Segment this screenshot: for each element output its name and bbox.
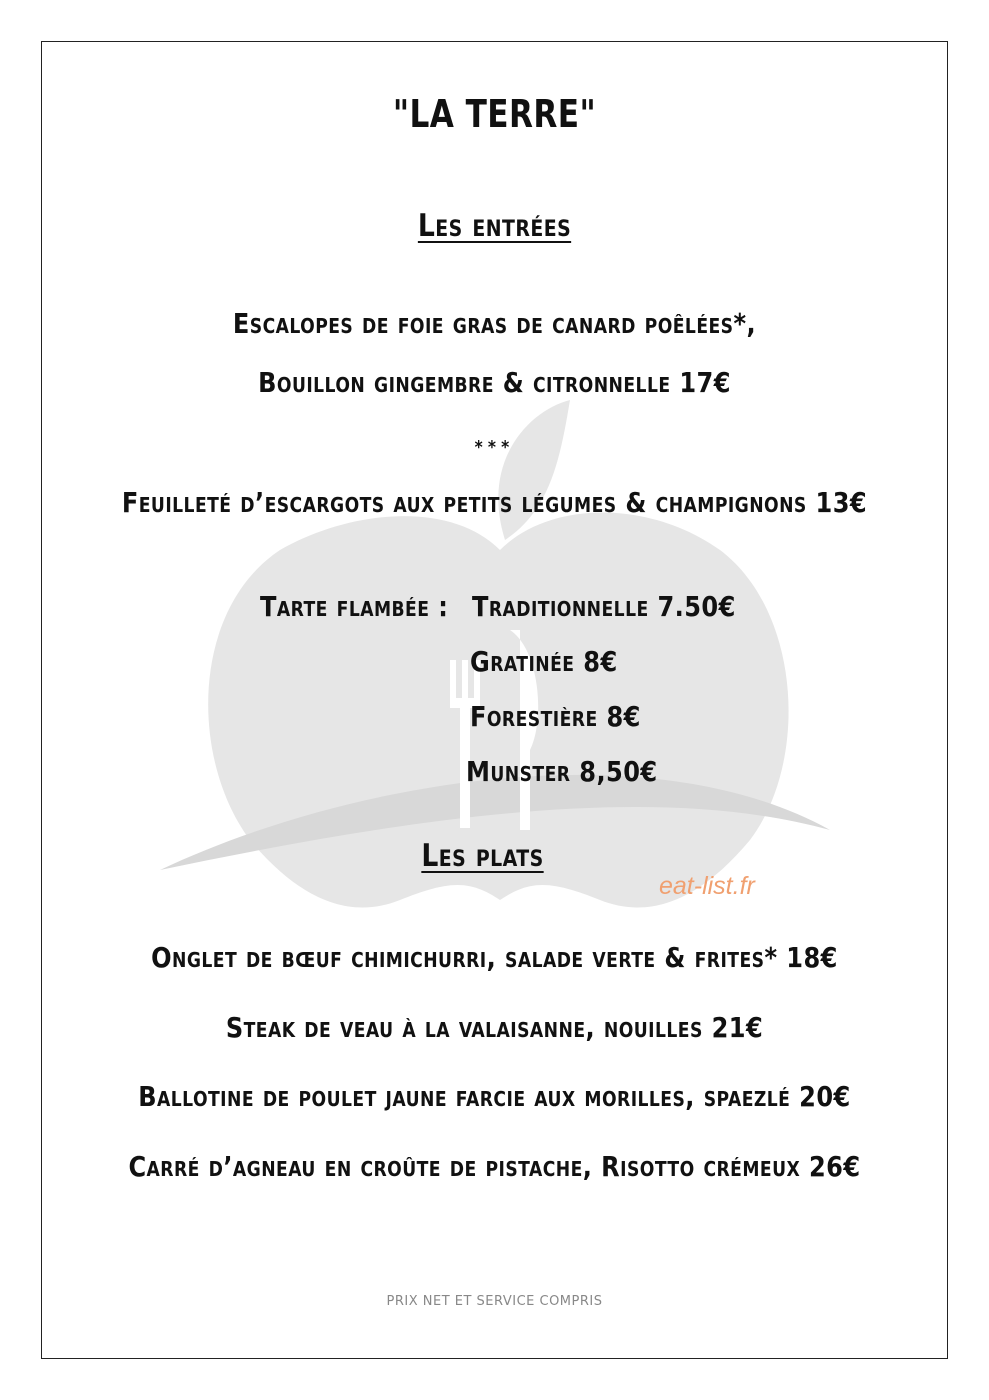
tarte-option: Gratinée 8€	[470, 645, 618, 678]
entree-1-line-1: Escalopes de foie gras de canard poêlées*,	[232, 307, 757, 340]
footer-note: PRIX NET ET SERVICE COMPRIS	[386, 1294, 603, 1309]
menu-title: "LA TERRE"	[392, 92, 597, 136]
tarte-option: Forestière 8€	[470, 700, 641, 733]
entree-2: Feuilleté d’escargots aux petits légumes & champignons 13€	[121, 486, 868, 519]
plat-item: Carré d’agneau en croûte de pistache, Risotto crémeux 26€	[128, 1150, 861, 1183]
plats-heading: Les plats	[421, 838, 544, 874]
tarte-option: Munster 8,50€	[466, 755, 658, 788]
tarte-option: Traditionnelle 7.50€	[472, 590, 736, 623]
tarte-flambee-label: Tarte flambée :	[260, 590, 449, 623]
plat-item: Ballotine de poulet jaune farcie aux morilles, spaezlé 20€	[138, 1080, 851, 1113]
entree-1-line-2: Bouillon gingembre & citronnelle 17€	[258, 366, 731, 399]
plat-item: Onglet de bœuf chimichurri, salade verte & frites* 18€	[151, 941, 838, 974]
entrees-heading: Les entrées	[417, 208, 572, 244]
separator: ***	[474, 437, 515, 458]
plat-item: Steak de veau à la valaisanne, nouilles 21€	[225, 1011, 764, 1044]
watermark-site-text: eat-list.fr	[659, 872, 755, 900]
